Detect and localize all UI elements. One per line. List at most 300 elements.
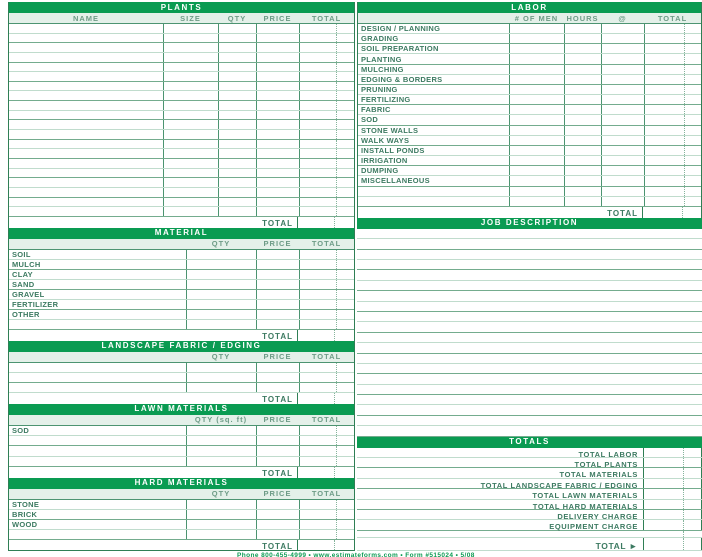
entry-cell[interactable]	[163, 207, 218, 216]
entry-cell[interactable]	[509, 176, 564, 185]
entry-cell[interactable]	[509, 54, 564, 63]
entry-cell[interactable]	[256, 320, 299, 329]
entry-cell[interactable]	[186, 320, 256, 329]
entry-cell[interactable]	[299, 82, 354, 91]
entry-cell[interactable]	[163, 111, 218, 120]
cents-divider	[683, 500, 684, 509]
totals-row-value[interactable]	[643, 520, 702, 529]
entry-cell[interactable]	[564, 34, 601, 43]
entry-cell[interactable]	[256, 101, 299, 110]
entry-cell[interactable]	[218, 111, 256, 120]
entry-cell[interactable]	[9, 169, 163, 178]
entry-cell[interactable]	[564, 146, 601, 155]
entry-cell[interactable]	[256, 63, 299, 72]
entry-cell[interactable]	[9, 120, 163, 129]
cents-divider	[684, 54, 685, 63]
entry-cell[interactable]	[9, 72, 163, 81]
entry-cell[interactable]	[601, 34, 644, 43]
entry-cell[interactable]	[9, 111, 163, 120]
entry-cell[interactable]	[256, 446, 299, 455]
entry-cell[interactable]	[9, 91, 163, 100]
entry-cell[interactable]	[564, 156, 601, 165]
entry-cell[interactable]	[256, 270, 299, 279]
entry-cell[interactable]	[601, 126, 644, 135]
entry-cell[interactable]	[644, 34, 701, 43]
entry-cell[interactable]	[299, 510, 354, 519]
entry-cell[interactable]	[256, 53, 299, 62]
entry-cell[interactable]	[256, 300, 299, 309]
totals-row-value[interactable]	[643, 510, 702, 519]
job-description-line[interactable]	[357, 312, 702, 322]
entry-cell[interactable]	[509, 44, 564, 53]
plants-column-header: NAME	[72, 13, 100, 23]
entry-cell[interactable]	[186, 426, 256, 435]
entry-cell[interactable]	[299, 120, 354, 129]
entry-cell[interactable]	[644, 146, 701, 155]
job-description-line[interactable]	[357, 302, 702, 312]
entry-cell[interactable]	[186, 436, 256, 445]
entry-cell[interactable]	[564, 95, 601, 104]
entry-cell[interactable]	[564, 75, 601, 84]
table-row	[9, 383, 354, 393]
entry-cell[interactable]	[299, 373, 354, 382]
entry-cell[interactable]	[564, 166, 601, 175]
entry-cell[interactable]	[564, 85, 601, 94]
entry-cell[interactable]	[644, 166, 701, 175]
hard-row-label: BRICK	[12, 509, 38, 519]
entry-cell[interactable]	[256, 363, 299, 372]
entry-cell[interactable]	[186, 373, 256, 382]
labor-row-label: STONE WALLS	[361, 125, 419, 135]
entry-cell[interactable]	[299, 310, 354, 319]
job-description-line[interactable]	[357, 354, 702, 364]
entry-cell[interactable]	[163, 82, 218, 91]
entry-cell[interactable]	[509, 126, 564, 135]
entry-cell[interactable]	[256, 260, 299, 269]
entry-cell[interactable]	[163, 130, 218, 139]
entry-cell[interactable]	[564, 115, 601, 124]
totals-spacer	[357, 531, 643, 537]
entry-cell[interactable]	[9, 178, 163, 187]
entry-cell[interactable]	[256, 159, 299, 168]
totals-row-label: TOTAL LANDSCAPE FABRIC / EDGING	[480, 480, 638, 490]
table-row	[9, 457, 354, 467]
entry-cell[interactable]	[163, 169, 218, 178]
labor-row-label: INSTALL PONDS	[361, 145, 425, 155]
entry-cell[interactable]	[9, 34, 163, 43]
totals-row-value[interactable]	[643, 448, 702, 457]
entry-cell[interactable]	[256, 82, 299, 91]
entry-cell[interactable]	[509, 85, 564, 94]
entry-cell[interactable]	[299, 320, 354, 329]
entry-cell[interactable]	[601, 85, 644, 94]
material-total-value[interactable]	[297, 330, 354, 341]
entry-cell[interactable]	[299, 290, 354, 299]
entry-cell[interactable]	[644, 44, 701, 53]
entry-cell[interactable]	[9, 130, 163, 139]
totals-row-value[interactable]	[643, 500, 702, 509]
entry-cell[interactable]	[299, 43, 354, 52]
entry-cell[interactable]	[9, 43, 163, 52]
job-description-line[interactable]	[357, 364, 702, 374]
entry-cell[interactable]	[256, 34, 299, 43]
entry-cell[interactable]	[509, 115, 564, 124]
entry-cell[interactable]	[601, 54, 644, 63]
entry-cell[interactable]	[299, 24, 354, 33]
entry-cell[interactable]	[644, 136, 701, 145]
entry-cell[interactable]	[218, 101, 256, 110]
grand-total-value[interactable]	[643, 538, 702, 550]
entry-cell[interactable]	[256, 120, 299, 129]
job-description-line[interactable]	[357, 322, 702, 332]
entry-cell[interactable]	[509, 34, 564, 43]
entry-cell[interactable]	[299, 426, 354, 435]
entry-cell[interactable]	[186, 500, 256, 509]
entry-cell[interactable]	[299, 436, 354, 445]
labor-total-value[interactable]	[642, 207, 701, 218]
entry-cell[interactable]	[509, 95, 564, 104]
entry-cell[interactable]	[256, 530, 299, 539]
entry-cell[interactable]	[218, 120, 256, 129]
entry-cell[interactable]	[186, 300, 256, 309]
entry-cell[interactable]	[9, 140, 163, 149]
entry-cell[interactable]	[644, 187, 701, 196]
entry-cell[interactable]	[163, 159, 218, 168]
entry-cell[interactable]	[509, 146, 564, 155]
lawn-row-label	[9, 457, 186, 466]
entry-cell[interactable]	[163, 120, 218, 129]
table-row	[9, 72, 354, 82]
entry-cell[interactable]	[644, 156, 701, 165]
entry-cell[interactable]	[186, 363, 256, 372]
fabric-column-header: QTY	[211, 352, 231, 362]
entry-cell[interactable]	[186, 520, 256, 529]
entry-cell[interactable]	[218, 198, 256, 207]
table-row	[9, 260, 354, 270]
entry-cell[interactable]	[644, 65, 701, 74]
entry-cell[interactable]	[601, 115, 644, 124]
entry-cell[interactable]	[509, 187, 564, 196]
entry-cell[interactable]	[601, 136, 644, 145]
job-description-line[interactable]	[357, 229, 702, 239]
table-row	[358, 54, 701, 64]
entry-cell[interactable]	[299, 140, 354, 149]
entry-cell[interactable]	[9, 159, 163, 168]
entry-cell[interactable]	[9, 24, 163, 33]
labor-total-row	[358, 207, 701, 218]
entry-cell[interactable]	[218, 178, 256, 187]
entry-cell[interactable]	[163, 43, 218, 52]
entry-cell[interactable]	[644, 105, 701, 114]
entry-cell[interactable]	[163, 24, 218, 33]
entry-cell[interactable]	[564, 44, 601, 53]
job-description-line[interactable]	[357, 260, 702, 270]
entry-cell[interactable]	[644, 95, 701, 104]
entry-cell[interactable]	[299, 363, 354, 372]
entry-cell[interactable]	[644, 54, 701, 63]
entry-cell[interactable]	[256, 91, 299, 100]
job-description-line[interactable]	[357, 333, 702, 343]
entry-cell[interactable]	[601, 197, 644, 206]
entry-cell[interactable]	[256, 140, 299, 149]
entry-cell[interactable]	[601, 166, 644, 175]
totals-row-value[interactable]	[643, 458, 702, 467]
entry-cell[interactable]	[256, 188, 299, 197]
entry-cell[interactable]	[299, 169, 354, 178]
table-row	[358, 65, 701, 75]
lawn-title-bar: LAWN MATERIALS	[9, 404, 354, 415]
labor-row-label: IRRIGATION	[361, 156, 408, 166]
entry-cell[interactable]	[299, 72, 354, 81]
entry-cell[interactable]	[256, 198, 299, 207]
plants-column-header: PRICE	[263, 13, 292, 23]
entry-cell[interactable]	[299, 446, 354, 455]
entry-cell[interactable]	[186, 457, 256, 466]
cents-divider	[336, 101, 337, 110]
entry-cell[interactable]	[186, 250, 256, 259]
entry-cell[interactable]	[163, 91, 218, 100]
entry-cell[interactable]	[644, 126, 701, 135]
entry-cell[interactable]	[644, 115, 701, 124]
entry-cell[interactable]	[299, 130, 354, 139]
entry-cell[interactable]	[218, 24, 256, 33]
entry-cell[interactable]	[163, 34, 218, 43]
entry-cell[interactable]	[186, 446, 256, 455]
entry-cell[interactable]	[218, 140, 256, 149]
totals-row	[357, 468, 702, 478]
entry-cell[interactable]	[299, 260, 354, 269]
cents-divider	[336, 280, 337, 289]
totals-row-value[interactable]	[643, 489, 702, 498]
cents-divider	[336, 260, 337, 269]
entry-cell[interactable]	[218, 34, 256, 43]
job-description-line[interactable]	[357, 395, 702, 405]
labor-row-label: DUMPING	[361, 166, 399, 176]
entry-cell[interactable]	[601, 156, 644, 165]
entry-cell[interactable]	[218, 169, 256, 178]
entry-cell[interactable]	[299, 178, 354, 187]
entry-cell[interactable]	[644, 85, 701, 94]
entry-cell[interactable]	[163, 101, 218, 110]
entry-cell[interactable]	[564, 65, 601, 74]
entry-cell[interactable]	[299, 500, 354, 509]
entry-cell[interactable]	[564, 24, 601, 33]
entry-cell[interactable]	[186, 280, 256, 289]
entry-cell[interactable]	[163, 198, 218, 207]
entry-cell[interactable]	[218, 43, 256, 52]
job-description-line[interactable]	[357, 426, 702, 436]
entry-cell[interactable]	[186, 260, 256, 269]
entry-cell[interactable]	[256, 500, 299, 509]
entry-cell[interactable]	[644, 197, 701, 206]
job-description-line[interactable]	[357, 416, 702, 426]
entry-cell[interactable]	[9, 188, 163, 197]
entry-cell[interactable]	[186, 290, 256, 299]
entry-cell[interactable]	[601, 105, 644, 114]
entry-cell[interactable]	[256, 207, 299, 216]
job-description-line[interactable]	[357, 239, 702, 249]
entry-cell[interactable]	[299, 34, 354, 43]
entry-cell[interactable]	[163, 149, 218, 158]
entry-cell[interactable]	[299, 520, 354, 529]
entry-cell[interactable]	[564, 176, 601, 185]
entry-cell[interactable]	[601, 95, 644, 104]
entry-cell[interactable]	[256, 290, 299, 299]
entry-cell[interactable]	[509, 75, 564, 84]
entry-cell[interactable]	[256, 111, 299, 120]
entry-cell[interactable]	[299, 383, 354, 392]
job-description-line[interactable]	[357, 291, 702, 301]
job-description-line[interactable]	[357, 405, 702, 415]
entry-cell[interactable]	[163, 178, 218, 187]
table-row	[9, 320, 354, 330]
entry-cell[interactable]	[218, 130, 256, 139]
entry-cell[interactable]	[644, 75, 701, 84]
entry-cell[interactable]	[218, 82, 256, 91]
entry-cell[interactable]	[256, 250, 299, 259]
entry-cell[interactable]	[564, 187, 601, 196]
entry-cell[interactable]	[509, 136, 564, 145]
entry-cell[interactable]	[601, 44, 644, 53]
entry-cell[interactable]	[218, 72, 256, 81]
job-description-line[interactable]	[357, 343, 702, 353]
entry-cell[interactable]	[9, 63, 163, 72]
entry-cell[interactable]	[509, 166, 564, 175]
entry-cell[interactable]	[9, 207, 163, 216]
material-row-label: FERTILIZER	[12, 299, 59, 309]
entry-cell[interactable]	[186, 310, 256, 319]
entry-cell[interactable]	[256, 149, 299, 158]
entry-cell[interactable]	[186, 383, 256, 392]
job-description-line[interactable]	[357, 281, 702, 291]
entry-cell[interactable]	[564, 105, 601, 114]
job-description-line[interactable]	[357, 270, 702, 280]
entry-cell[interactable]	[299, 91, 354, 100]
entry-cell[interactable]	[299, 198, 354, 207]
entry-cell[interactable]	[9, 149, 163, 158]
cents-divider	[336, 436, 337, 445]
entry-cell[interactable]	[218, 91, 256, 100]
entry-cell[interactable]	[186, 530, 256, 539]
entry-cell[interactable]	[218, 63, 256, 72]
entry-cell[interactable]	[299, 270, 354, 279]
entry-cell[interactable]	[163, 72, 218, 81]
job-description-line[interactable]	[357, 250, 702, 260]
entry-cell[interactable]	[509, 197, 564, 206]
entry-cell[interactable]	[9, 101, 163, 110]
entry-cell[interactable]	[564, 136, 601, 145]
entry-cell[interactable]	[256, 457, 299, 466]
entry-cell[interactable]	[644, 176, 701, 185]
entry-cell[interactable]	[256, 436, 299, 445]
entry-cell[interactable]	[564, 126, 601, 135]
entry-cell[interactable]	[163, 140, 218, 149]
entry-cell[interactable]	[601, 187, 644, 196]
entry-cell[interactable]	[601, 24, 644, 33]
entry-cell[interactable]	[299, 300, 354, 309]
job-description-line[interactable]	[357, 385, 702, 395]
entry-cell[interactable]	[218, 149, 256, 158]
entry-cell[interactable]	[218, 159, 256, 168]
entry-cell[interactable]	[509, 65, 564, 74]
entry-cell[interactable]	[256, 169, 299, 178]
lawn-total-value[interactable]	[297, 467, 354, 478]
entry-cell[interactable]	[509, 156, 564, 165]
entry-cell[interactable]	[601, 75, 644, 84]
entry-cell[interactable]	[163, 188, 218, 197]
entry-cell[interactable]	[256, 130, 299, 139]
job-description-line[interactable]	[357, 374, 702, 384]
entry-cell[interactable]	[256, 310, 299, 319]
entry-cell[interactable]	[299, 530, 354, 539]
entry-cell[interactable]	[299, 250, 354, 259]
entry-cell[interactable]	[256, 520, 299, 529]
fabric-row-label	[9, 383, 186, 392]
entry-cell[interactable]	[218, 207, 256, 216]
entry-cell[interactable]	[256, 178, 299, 187]
entry-cell[interactable]	[163, 63, 218, 72]
entry-cell[interactable]	[299, 159, 354, 168]
entry-cell[interactable]	[256, 43, 299, 52]
fabric-total-value[interactable]	[297, 393, 354, 404]
entry-cell[interactable]	[299, 149, 354, 158]
entry-cell[interactable]	[299, 53, 354, 62]
table-row	[9, 130, 354, 140]
entry-cell[interactable]	[218, 188, 256, 197]
entry-cell[interactable]	[256, 280, 299, 289]
entry-cell[interactable]	[299, 101, 354, 110]
entry-cell[interactable]	[601, 146, 644, 155]
entry-cell[interactable]	[256, 426, 299, 435]
cents-divider	[336, 310, 337, 319]
entry-cell[interactable]	[644, 24, 701, 33]
material-title-bar: MATERIAL	[9, 228, 354, 239]
entry-cell[interactable]	[299, 188, 354, 197]
entry-cell[interactable]	[299, 280, 354, 289]
entry-cell[interactable]	[299, 457, 354, 466]
entry-cell[interactable]	[256, 373, 299, 382]
entry-cell[interactable]	[564, 54, 601, 63]
entry-cell[interactable]	[9, 53, 163, 62]
entry-cell[interactable]	[509, 24, 564, 33]
entry-cell[interactable]	[564, 197, 601, 206]
entry-cell[interactable]	[218, 53, 256, 62]
entry-cell[interactable]	[509, 105, 564, 114]
entry-cell[interactable]	[601, 65, 644, 74]
entry-cell[interactable]	[299, 63, 354, 72]
entry-cell[interactable]	[256, 510, 299, 519]
entry-cell[interactable]	[601, 176, 644, 185]
cents-divider	[336, 43, 337, 52]
plants-total-value[interactable]	[297, 217, 354, 228]
lawn-total-label: TOTAL	[262, 468, 293, 478]
entry-cell[interactable]	[186, 270, 256, 279]
entry-cell[interactable]	[9, 82, 163, 91]
entry-cell[interactable]	[9, 198, 163, 207]
totals-row-value[interactable]	[643, 479, 702, 488]
totals-row-value[interactable]	[643, 468, 702, 477]
entry-cell[interactable]	[163, 53, 218, 62]
entry-cell[interactable]	[256, 383, 299, 392]
entry-cell[interactable]	[256, 72, 299, 81]
table-row	[9, 363, 354, 373]
entry-cell[interactable]	[186, 510, 256, 519]
entry-cell[interactable]	[299, 111, 354, 120]
entry-cell[interactable]	[299, 207, 354, 216]
hard-total-value[interactable]	[297, 540, 354, 550]
entry-cell[interactable]	[256, 24, 299, 33]
plants-total-row	[9, 217, 354, 228]
